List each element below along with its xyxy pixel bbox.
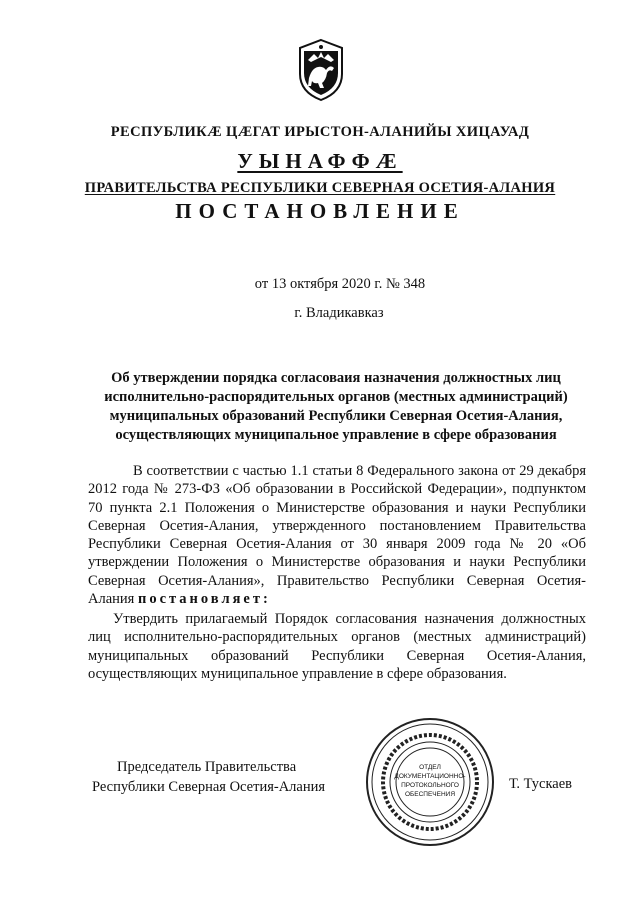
body-paragraph-resolution: Утвердить прилагаемый Порядок согласования назначения должностных лиц исполнительно-распорядительных органов (местных администраций) муниципальных образований Республики Северная Осетия-Алания, осуществляющих муниципальное управление в сфере образования. <box>88 611 586 682</box>
signatory-position-line: Председатель Правительства <box>117 759 297 775</box>
signatory-name: Т. Тускаев <box>509 776 573 792</box>
official-seal-stamp-icon <box>364 716 496 848</box>
preamble-text: В соответствии с частью 1.1 статьи 8 Федерального закона от 29 декабря 2012 года № 273-ФЗ «Об образовании в Российской Федерации», подпунктом 70 пункта 2.1 Положения о Министерстве образования и науки Республики Северная Осетия-Алания, утвержденного постановлением Правительства Республики Северная Осетия-Алания от 30 января 2009 года № 20 «Об утверждении Положения о Министерстве образования и науки Республики Северная Осетия-Алания», Правительство Республики Северная Осетия-Алания <box>88 463 586 608</box>
stamp-line: ОБЕСПЕЧЕНИЯ <box>404 791 456 798</box>
decree-title-line: муниципальных образований Республики Северная Осетия-Алания, <box>109 408 563 424</box>
header-ossetian-decree: УЫНАФФӔ <box>237 149 403 173</box>
decree-title-line: Об утверждении порядка согласоваия назначения должностных лиц <box>111 370 561 386</box>
header-ossetian-republic: РЕСПУБЛИКӔ ЦӔГАТ ИРЫСТОН-АЛАНИЙЫ ХИЦАУАД <box>110 124 530 140</box>
body-paragraph-preamble <box>88 462 586 608</box>
stamp-line: ОТДЕЛ <box>419 764 441 771</box>
resolves-word: постановляет: <box>137 591 271 608</box>
coat-of-arms-emblem-icon <box>296 38 346 102</box>
header-decree: ПОСТАНОВЛЕНИЕ <box>175 199 465 223</box>
decree-title-line: исполнительно-распорядительных органов (местных администраций) <box>104 389 568 405</box>
decree-title-line: осуществляющих муниципальное управление в сфере образования <box>115 427 557 443</box>
decree-city: г. Владикавказ <box>294 305 384 321</box>
decree-title <box>86 369 586 445</box>
stamp-line: ПРОТОКОЛЬНОГО <box>401 782 459 789</box>
header-government: ПРАВИТЕЛЬСТВА РЕСПУБЛИКИ СЕВЕРНАЯ ОСЕТИЯ-АЛАНИЯ <box>84 180 556 196</box>
signatory-position <box>92 757 325 797</box>
decree-date-number: от 13 октября 2020 г. № 348 <box>254 276 426 292</box>
stamp-line: ДОКУМЕНТАЦИОННО- <box>394 773 466 780</box>
signatory-position-line: Республики Северная Осетия-Алания <box>92 779 326 795</box>
